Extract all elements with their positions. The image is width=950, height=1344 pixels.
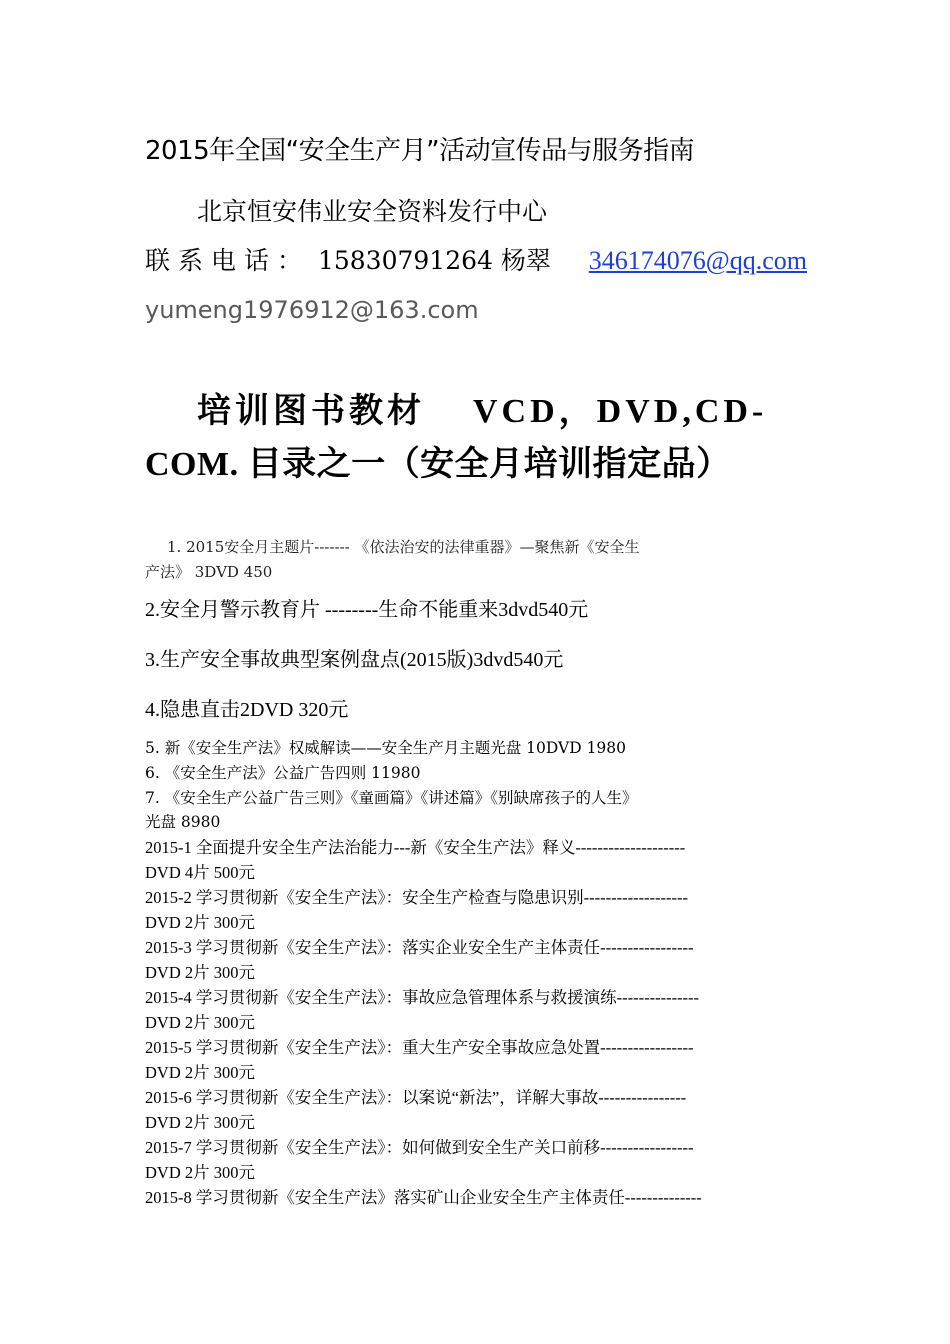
series-item [145,835,807,885]
publisher-name: 北京恒安伟业安全资料发行中心 [197,197,548,226]
catalog-heading-part-a: 培训图书教材 [197,393,425,430]
series-item-detail: DVD 2片 300元 [145,1113,255,1132]
series-item-detail: DVD 2片 300元 [145,1063,255,1082]
series-item [145,1085,807,1135]
catalog-item-7-line-2: 光盘 8980 [145,813,221,831]
series-item [145,1035,807,1085]
series-item-detail: DVD 2片 300元 [145,913,255,932]
series-item-detail: DVD 4片 500元 [145,863,255,882]
series-item-detail: DVD 2片 300元 [145,1163,255,1182]
series-item-detail: DVD 2片 300元 [145,1013,255,1032]
series-item [145,1185,807,1235]
catalog-item-6: 6. 《安全生产法》公益广告四则 11980 [145,764,421,782]
catalog-item-1 [145,535,807,585]
catalog-item-7-line-1: 7. 《安全生产公益广告三则》《童画篇》《讲述篇》《别缺席孩子的人生》 [145,789,638,807]
series-item [145,935,807,985]
contact-line [145,243,807,279]
series-item-title: 2015-7 学习贯彻新《安全生产法》：如何做到安全生产关口前移----------------- [145,1138,694,1157]
catalog-item-3: 3.生产安全事故典型案例盘点(2015版)3dvd540元 [145,649,564,671]
catalog-item-1-line-2: 产法》 3DVD 450 [145,563,273,581]
contact-phone: 15830791264 杨翠 [317,246,551,275]
series-item [145,885,807,935]
series-item-title: 2015-6 学习贯彻新《安全生产法》：以案说“新法”，详解大事故---------------- [145,1088,687,1107]
series-item-title: 2015-5 学习贯彻新《安全生产法》：重大生产安全事故应急处置----------------- [145,1038,694,1057]
catalog-heading-part-b: VCD，DVD,CD- [473,393,768,430]
series-item [145,985,807,1035]
series-item [145,1135,807,1185]
catalog-item-2: 2.安全月警示教育片 --------生命不能重来3dvd540元 [145,599,589,621]
catalog-item-5: 5. 新《安全生产法》权威解读——安全生产月主题光盘 10DVD 1980 [145,739,627,757]
email-link[interactable]: 346174076@qq.com [588,246,807,275]
catalog-heading [145,385,807,491]
catalog-item-4: 4.隐患直击2DVD 320元 [145,699,349,721]
series-item-title: 2015-4 学习贯彻新《安全生产法》：事故应急管理体系与救援演练--------------- [145,988,700,1007]
series-list [145,835,807,1235]
catalog-heading-line-1 [145,385,807,438]
catalog-heading-line-2: COM. 目录之一（安全月培训指定品） [145,446,731,483]
contact-label: 联系电话： [145,246,311,275]
catalog-item-1-line-1: 1. 2015安全月主题片------- 《依法治安的法律重器》—聚焦新《安全生 [167,538,640,556]
document-title: 2015年全国“安全生产月”活动宣传品与服务指南 [145,136,695,166]
series-item-title: 2015-2 学习贯彻新《安全生产法》：安全生产检查与隐患识别------------------- [145,888,689,907]
series-item-title: 2015-8 学习贯彻新《安全生产法》落实矿山企业安全生产主体责任-------------- [145,1188,702,1207]
series-item-detail: DVD 2片 300元 [145,963,255,982]
series-item-title: 2015-1 全面提升安全生产法治能力---新《安全生产法》释义-------------------- [145,838,686,857]
secondary-email: yumeng1976912@163.com [145,296,479,324]
series-item-title: 2015-3 学习贯彻新《安全生产法》：落实企业安全生产主体责任----------------- [145,938,694,957]
